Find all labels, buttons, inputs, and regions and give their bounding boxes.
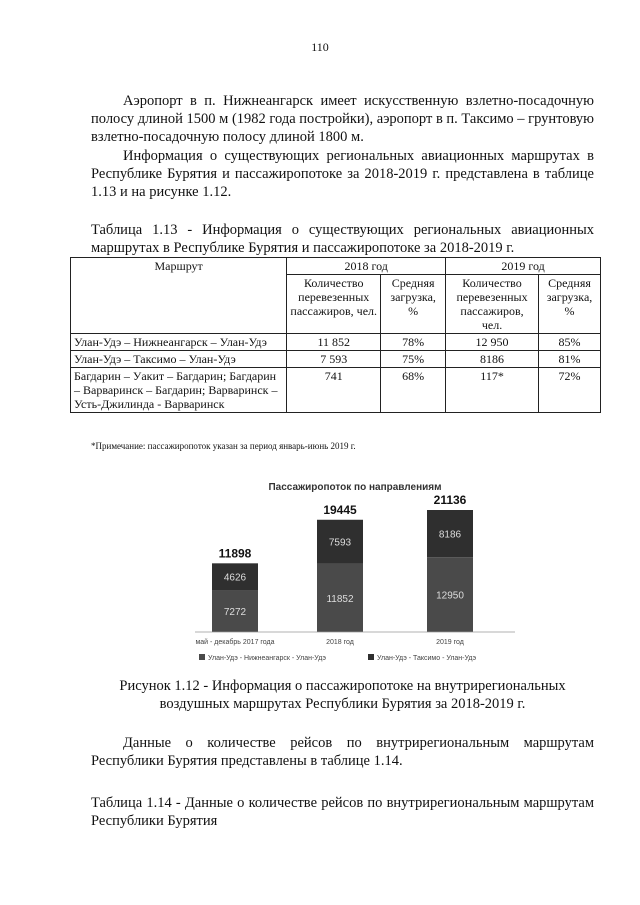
header-year-2019: 2019 год <box>446 258 601 275</box>
data-label: 4626 <box>223 572 247 584</box>
cell-load-2018: 68% <box>381 368 446 413</box>
legend-swatch-taksimo <box>368 654 374 660</box>
figure-caption: Рисунок 1.12 - Информация о пассажиропотоке на внутрирегиональных воздушных маршрутах Республики Бурятия за 2018-2019 г. <box>119 678 566 712</box>
category-label: 2019 год <box>436 639 464 646</box>
subheader-load-2018: Средняя загрузка, % <box>381 275 446 334</box>
header-year-2018: 2018 год <box>287 258 446 275</box>
total-label: 19445 <box>323 502 357 517</box>
cell-count-2019: 8186 <box>446 351 539 368</box>
header-route: Маршрут <box>71 258 287 334</box>
data-label: 7272 <box>223 607 247 619</box>
page-number: 110 <box>311 40 329 54</box>
data-label: 12950 <box>436 590 464 602</box>
routes-table <box>70 257 601 413</box>
table-row <box>71 351 601 368</box>
total-label: 21136 <box>433 493 467 507</box>
cell-route: Багдарин – Уакит – Багдарин; Багдарин – Варваринск – Багдарин; Варваринск – Усть-Джилинда - Варваринск <box>71 368 287 413</box>
data-label: 11852 <box>326 593 354 605</box>
paragraph-flights: Данные о количестве рейсов по внутрирегиональным маршрутам Республики Бурятия представлены в таблице 1.14. <box>91 735 594 769</box>
cell-count-2019: 117* <box>446 368 539 413</box>
legend-label-taksimo: Улан-Удэ - Таксимо - Улан-Удэ <box>377 655 477 662</box>
category-label: май - декабрь 2017 года <box>195 639 275 646</box>
table-note: *Примечание: пассажиропоток указан за период январь-июнь 2019 г. <box>91 441 356 451</box>
passenger-flow-chart <box>185 470 525 670</box>
cell-count-2018: 11 852 <box>287 334 381 351</box>
legend-swatch-nizhneangarsk <box>199 654 205 660</box>
subheader-load-2019: Средняя загрузка, % <box>539 275 601 334</box>
cell-route: Улан-Удэ – Таксимо – Улан-Удэ <box>71 351 287 368</box>
cell-count-2018: 7 593 <box>287 351 381 368</box>
category-label: 2018 год <box>326 639 354 646</box>
subheader-count-2018: Количество перевезенных пассажиров, чел. <box>287 275 381 334</box>
table-row <box>71 334 601 351</box>
cell-count-2018: 741 <box>287 368 381 413</box>
cell-load-2018: 78% <box>381 334 446 351</box>
subheader-count-2019: Количество перевезенных пассажиров, чел. <box>446 275 539 334</box>
legend-label-nizhneangarsk: Улан-Удэ - Нижнеангарск - Улан-Удэ <box>208 655 326 662</box>
data-label: 7593 <box>328 537 352 549</box>
cell-load-2018: 75% <box>381 351 446 368</box>
paragraph-airports: Аэропорт в п. Нижнеангарск имеет искусственную взлетно-посадочную полосу длиной 1500 м (1982 года постройки), аэропорт в п. Таксимо – грунтовую взлетно-посадочную полосу длиной 1800 м. <box>91 93 595 145</box>
cell-load-2019: 72% <box>539 368 601 413</box>
cell-count-2019: 12 950 <box>446 334 539 351</box>
table-header-row <box>71 258 601 275</box>
cell-route: Улан-Удэ – Нижнеангарск – Улан-Удэ <box>71 334 287 351</box>
cell-load-2019: 85% <box>539 334 601 351</box>
total-label: 11898 <box>218 546 252 561</box>
table2-caption: Таблица 1.14 - Данные о количестве рейсов по внутрирегиональным маршрутам Республики Бурятия <box>91 795 594 829</box>
cell-load-2019: 81% <box>539 351 601 368</box>
table-caption: Таблица 1.13 - Информация о существующих региональных авиационных маршрутах в Республике Бурятия и пассажиропотоке за 2018-2019 г. <box>91 222 594 256</box>
chart-title: Пассажиропоток по направлениям <box>268 482 442 493</box>
paragraph-routes-info: Информация о существующих региональных авиационных маршрутах в Республике Бурятия и пассажиропотоке за 2018-2019 г. представлена в таблице 1.13 и на рисунке 1.12. <box>91 148 594 200</box>
table-row <box>71 368 601 413</box>
data-label: 8186 <box>438 529 462 541</box>
